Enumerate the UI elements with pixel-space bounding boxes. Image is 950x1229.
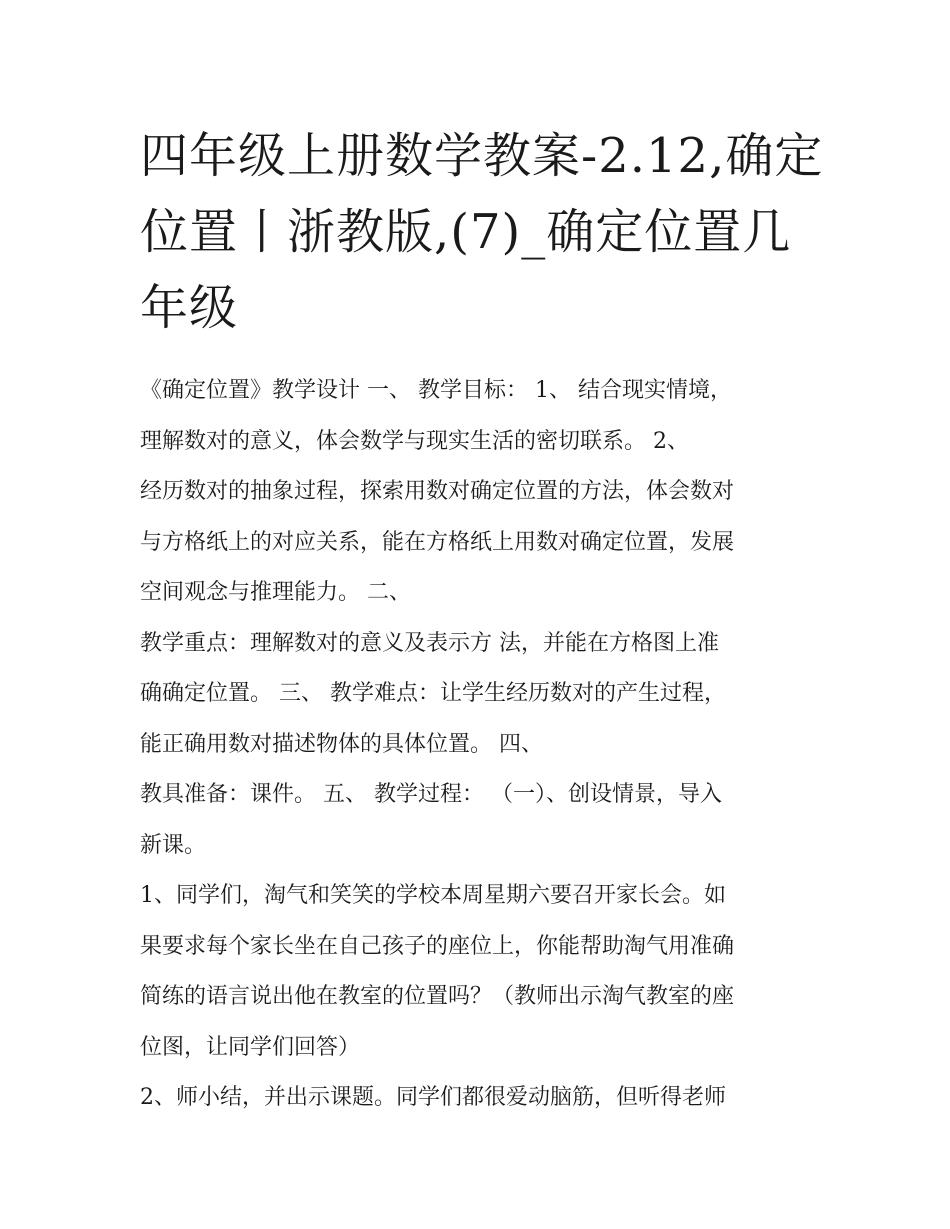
body-line: 理解数对的意义，体会数学与现实生活的密切联系。 2、 xyxy=(140,428,689,454)
document-body xyxy=(140,366,830,1124)
body-line: 教具准备：课件。 五、 教学过程： （一）、创设情景，导入 xyxy=(140,782,722,807)
body-line: 与方格纸上的对应关系，能在方格纸上用数对确定位置，发展 xyxy=(140,529,735,555)
body-line: 简练的语言说出他在教室的位置吗？（教师出示淘气教室的座 xyxy=(140,984,735,1009)
body-line: 《确定位置》教学设计 一、 教学目标： 1、 结合现实情境， xyxy=(140,378,732,403)
body-line: 位图，让同学们回答） xyxy=(140,1034,361,1060)
body-line: 能正确用数对描述物体的具体位置。 四、 xyxy=(140,731,543,757)
title-line-3: 年级 xyxy=(140,280,239,336)
document-page xyxy=(140,118,830,1124)
title-line-1: 四年级上册数学教案-2.12,确定 xyxy=(140,128,824,184)
body-line: 空间观念与推理能力。 二、 xyxy=(140,580,411,605)
body-line: 果要求每个家长坐在自己孩子的座位上，你能帮助淘气用准确 xyxy=(140,933,735,959)
body-line: 确确定位置。 三、 教学难点：让学生经历数对的产生过程， xyxy=(140,681,726,706)
body-line: 教学重点：理解数对的意义及表示方 法，并能在方格图上准 xyxy=(140,630,719,656)
body-line: 1、同学们，淘气和笑笑的学校本周星期六要召开家长会。如 xyxy=(140,883,726,908)
title-line-2: 位置丨浙教版,(7)_确定位置几 xyxy=(140,204,792,260)
body-line: 新课。 xyxy=(140,832,207,858)
document-title xyxy=(140,118,830,346)
body-line: 经历数对的抽象过程，探索用数对确定位置的方法，体会数对 xyxy=(140,479,735,504)
body-line: 2、师小结，并出示课题。同学们都很爱动脑筋，但听得老师 xyxy=(140,1085,726,1110)
